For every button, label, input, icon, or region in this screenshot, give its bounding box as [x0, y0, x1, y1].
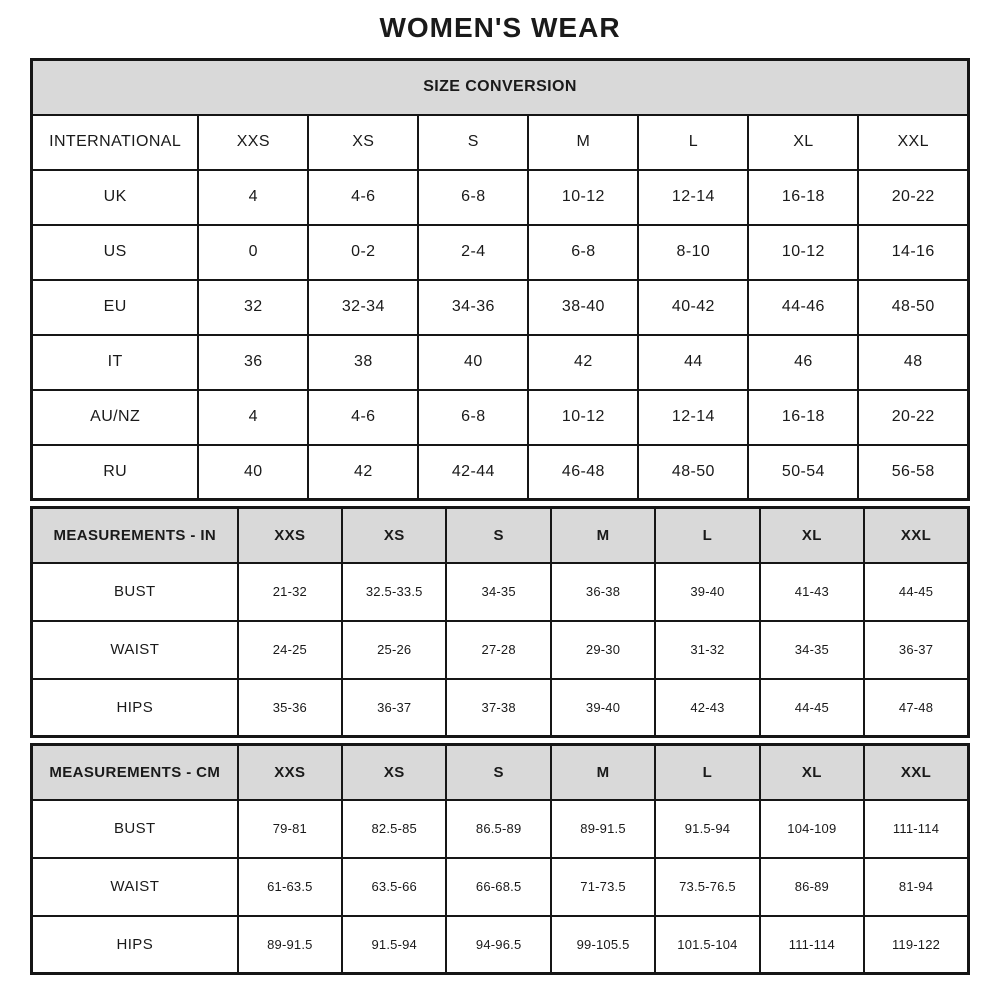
size-header-cell: XS [342, 508, 446, 563]
value-cell: 50-54 [748, 445, 858, 500]
size-header-cell: M [528, 115, 638, 170]
value-cell: 39-40 [551, 679, 655, 737]
value-cell: 44-45 [864, 563, 968, 621]
value-cell: 34-35 [760, 621, 864, 679]
value-cell: 36-37 [342, 679, 446, 737]
value-cell: 40 [198, 445, 308, 500]
row-label-cell: RU [32, 445, 199, 500]
size-header-cell: S [418, 115, 528, 170]
row-label-cell: BUST [32, 800, 238, 858]
value-cell: 34-35 [446, 563, 550, 621]
size-header-cell: S [446, 745, 550, 800]
value-cell: 111-114 [864, 800, 968, 858]
value-cell: 63.5-66 [342, 858, 446, 916]
header-row [32, 508, 969, 563]
value-cell: 34-36 [418, 280, 528, 335]
value-cell: 32.5-33.5 [342, 563, 446, 621]
size-header-cell: M [551, 508, 655, 563]
size-header-cell: XS [308, 115, 418, 170]
value-cell: 61-63.5 [238, 858, 342, 916]
value-cell: 119-122 [864, 916, 968, 974]
page-title: WOMEN'S WEAR [379, 12, 621, 43]
value-cell: 42 [528, 335, 638, 390]
value-cell: 20-22 [858, 390, 968, 445]
row-label-cell: MEASUREMENTS - CM [32, 745, 238, 800]
value-cell: 46-48 [528, 445, 638, 500]
size-header-cell: L [655, 745, 759, 800]
value-cell: 46 [748, 335, 858, 390]
size-header-cell: M [551, 745, 655, 800]
row-label-cell: WAIST [32, 858, 238, 916]
value-cell: 91.5-94 [655, 800, 759, 858]
value-cell: 37-38 [446, 679, 550, 737]
value-cell: 89-91.5 [551, 800, 655, 858]
value-cell: 48-50 [858, 280, 968, 335]
value-cell: 4-6 [308, 390, 418, 445]
value-cell: 42-44 [418, 445, 528, 500]
size-header-cell: XL [748, 115, 858, 170]
value-cell: 81-94 [864, 858, 968, 916]
value-cell: 16-18 [748, 390, 858, 445]
value-cell: 20-22 [858, 170, 968, 225]
size-header-cell: L [655, 508, 759, 563]
row-label-cell: EU [32, 280, 199, 335]
size-header-cell: XXS [238, 508, 342, 563]
size-header-cell: XXS [198, 115, 308, 170]
size-conversion-table [30, 58, 970, 501]
value-cell: 56-58 [858, 445, 968, 500]
table-row [32, 800, 969, 858]
row-label-cell: MEASUREMENTS - IN [32, 508, 238, 563]
value-cell: 8-10 [638, 225, 748, 280]
value-cell: 4-6 [308, 170, 418, 225]
size-conversion-banner-row [32, 60, 969, 115]
table-row [32, 225, 969, 280]
value-cell: 16-18 [748, 170, 858, 225]
value-cell: 41-43 [760, 563, 864, 621]
value-cell: 44 [638, 335, 748, 390]
value-cell: 42-43 [655, 679, 759, 737]
value-cell: 44-45 [760, 679, 864, 737]
value-cell: 14-16 [858, 225, 968, 280]
value-cell: 32 [198, 280, 308, 335]
value-cell: 79-81 [238, 800, 342, 858]
value-cell: 39-40 [655, 563, 759, 621]
size-header-cell: XL [760, 745, 864, 800]
value-cell: 6-8 [528, 225, 638, 280]
size-header-cell: XL [760, 508, 864, 563]
value-cell: 0-2 [308, 225, 418, 280]
value-cell: 4 [198, 390, 308, 445]
size-header-cell: L [638, 115, 748, 170]
value-cell: 104-109 [760, 800, 864, 858]
row-label-cell: INTERNATIONAL [32, 115, 199, 170]
size-header-cell: XXL [858, 115, 968, 170]
table-row [32, 280, 969, 335]
value-cell: 29-30 [551, 621, 655, 679]
value-cell: 86.5-89 [446, 800, 550, 858]
row-label-cell: BUST [32, 563, 238, 621]
table-row [32, 563, 969, 621]
value-cell: 35-36 [238, 679, 342, 737]
size-header-cell: XXL [864, 508, 968, 563]
measurements-in-table [30, 506, 970, 738]
value-cell: 40 [418, 335, 528, 390]
value-cell: 36-37 [864, 621, 968, 679]
value-cell: 47-48 [864, 679, 968, 737]
value-cell: 25-26 [342, 621, 446, 679]
value-cell: 42 [308, 445, 418, 500]
row-label-cell: HIPS [32, 679, 238, 737]
value-cell: 10-12 [528, 170, 638, 225]
value-cell: 111-114 [760, 916, 864, 974]
table-row [32, 335, 969, 390]
row-label-cell: HIPS [32, 916, 238, 974]
value-cell: 21-32 [238, 563, 342, 621]
value-cell: 6-8 [418, 390, 528, 445]
table-row [32, 858, 969, 916]
header-row [32, 745, 969, 800]
value-cell: 48 [858, 335, 968, 390]
value-cell: 40-42 [638, 280, 748, 335]
row-label-cell: WAIST [32, 621, 238, 679]
row-label-cell: AU/NZ [32, 390, 199, 445]
value-cell: 10-12 [748, 225, 858, 280]
value-cell: 82.5-85 [342, 800, 446, 858]
value-cell: 27-28 [446, 621, 550, 679]
size-header-cell: XXL [864, 745, 968, 800]
value-cell: 32-34 [308, 280, 418, 335]
row-label-cell: US [32, 225, 199, 280]
value-cell: 6-8 [418, 170, 528, 225]
value-cell: 86-89 [760, 858, 864, 916]
measurements-cm-table [30, 743, 970, 975]
value-cell: 10-12 [528, 390, 638, 445]
size-header-cell: XXS [238, 745, 342, 800]
value-cell: 91.5-94 [342, 916, 446, 974]
value-cell: 12-14 [638, 170, 748, 225]
value-cell: 4 [198, 170, 308, 225]
table-row [32, 679, 969, 737]
value-cell: 89-91.5 [238, 916, 342, 974]
header-row [32, 115, 969, 170]
value-cell: 48-50 [638, 445, 748, 500]
value-cell: 0 [198, 225, 308, 280]
value-cell: 94-96.5 [446, 916, 550, 974]
value-cell: 44-46 [748, 280, 858, 335]
value-cell: 99-105.5 [551, 916, 655, 974]
value-cell: 24-25 [238, 621, 342, 679]
value-cell: 38 [308, 335, 418, 390]
value-cell: 101.5-104 [655, 916, 759, 974]
table-row [32, 916, 969, 974]
size-header-cell: XS [342, 745, 446, 800]
value-cell: 66-68.5 [446, 858, 550, 916]
value-cell: 73.5-76.5 [655, 858, 759, 916]
table-row [32, 445, 969, 500]
value-cell: 36 [198, 335, 308, 390]
row-label-cell: UK [32, 170, 199, 225]
value-cell: 2-4 [418, 225, 528, 280]
value-cell: 38-40 [528, 280, 638, 335]
value-cell: 71-73.5 [551, 858, 655, 916]
table-row [32, 621, 969, 679]
value-cell: 36-38 [551, 563, 655, 621]
size-conversion-banner: SIZE CONVERSION [32, 60, 969, 115]
table-row [32, 170, 969, 225]
size-header-cell: S [446, 508, 550, 563]
row-label-cell: IT [32, 335, 199, 390]
value-cell: 12-14 [638, 390, 748, 445]
table-row [32, 390, 969, 445]
value-cell: 31-32 [655, 621, 759, 679]
